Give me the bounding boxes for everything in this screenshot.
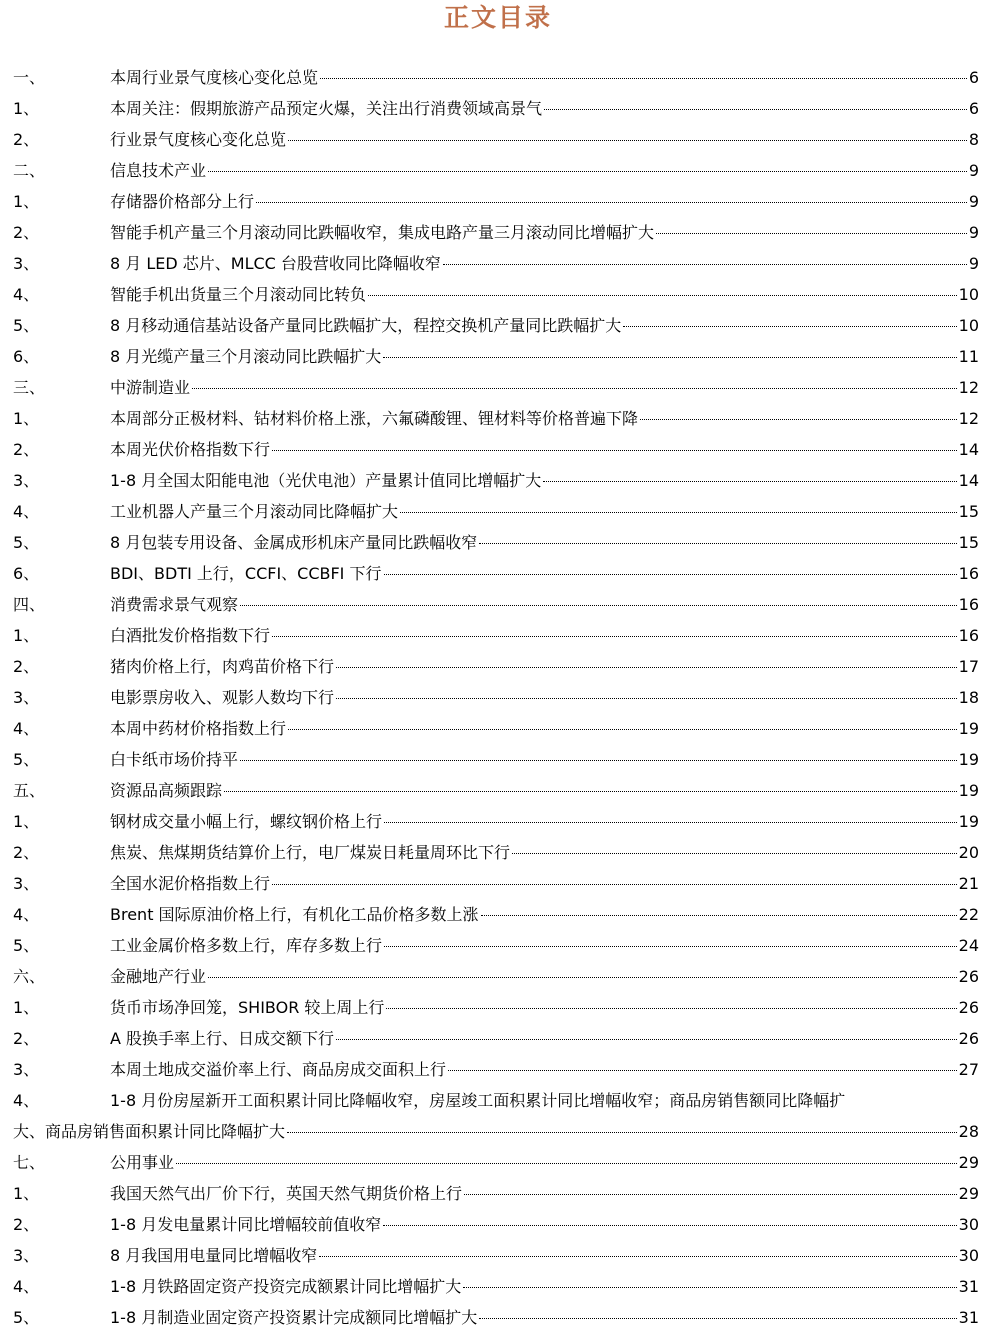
entry-number: 1、	[13, 409, 40, 428]
entry-page[interactable]: 29	[958, 1184, 979, 1203]
dot-leader	[288, 729, 957, 730]
dot-leader	[656, 233, 967, 234]
toc-entry[interactable]	[0, 248, 996, 279]
entry-page[interactable]: 24	[958, 936, 979, 955]
entry-title[interactable]: 1-8 月发电量累计同比增幅较前值收窄	[110, 1215, 382, 1234]
entry-number: 6、	[13, 564, 40, 583]
dot-leader	[386, 1008, 956, 1009]
entry-page[interactable]: 12	[958, 378, 979, 397]
page-title: 正文目录	[443, 3, 552, 32]
dot-leader	[443, 264, 967, 265]
toc-entry[interactable]	[0, 1147, 996, 1178]
toc-entry[interactable]	[0, 434, 996, 465]
dot-leader	[383, 1225, 956, 1226]
entry-title[interactable]: 我国天然气出厂价下行，英国天然气期货价格上行	[110, 1184, 463, 1203]
entry-number: 5、	[13, 936, 40, 955]
entry-title[interactable]: 本周部分正极材料、钴材料价格上涨，六氟磷酸锂、锂材料等价格普遍下降	[110, 409, 639, 428]
entry-title[interactable]: 全国水泥价格指数上行	[110, 874, 271, 893]
entry-title[interactable]: 白酒批发价格指数下行	[110, 626, 271, 645]
toc-entry[interactable]	[0, 155, 996, 186]
dot-leader	[384, 946, 957, 947]
entry-page[interactable]: 28	[958, 1122, 979, 1141]
entry-number: 5、	[13, 1308, 40, 1327]
entry-title[interactable]: 焦炭、焦煤期货结算价上行，电厂煤炭日耗量周环比下行	[110, 843, 511, 862]
entry-title[interactable]: 智能手机出货量三个月滚动同比转负	[110, 285, 367, 304]
entry-number: 2、	[13, 843, 40, 862]
entry-title[interactable]: A 股换手率上行、日成交额下行	[110, 1029, 335, 1048]
entry-title[interactable]: 金融地产行业	[110, 967, 207, 986]
toc-entry[interactable]	[0, 1023, 996, 1054]
entry-page[interactable]: 18	[958, 688, 979, 707]
entry-page[interactable]: 30	[958, 1246, 979, 1265]
toc-entry[interactable]	[0, 682, 996, 713]
dot-leader	[272, 450, 957, 451]
toc-entry[interactable]	[0, 1271, 996, 1302]
entry-number: 3、	[13, 874, 40, 893]
entry-page[interactable]: 29	[958, 1153, 979, 1172]
entry-title[interactable]: 8 月 LED 芯片、MLCC 台股营收同比降幅收窄	[110, 254, 441, 273]
dot-leader	[463, 1287, 956, 1288]
toc-entry[interactable]	[0, 1178, 996, 1209]
toc-entry[interactable]	[0, 713, 996, 744]
entry-number: 4、	[13, 502, 40, 521]
toc-entry[interactable]	[0, 310, 996, 341]
entry-page[interactable]: 10	[958, 316, 979, 335]
entry-page[interactable]: 16	[958, 564, 979, 583]
entry-number: 3、	[13, 254, 40, 273]
entry-page[interactable]: 14	[958, 471, 979, 490]
entry-number: 2、	[13, 1029, 40, 1048]
entry-number: 5、	[13, 750, 40, 769]
entry-number: 2、	[13, 223, 40, 242]
entry-page[interactable]: 31	[958, 1308, 979, 1327]
entry-number: 六、	[13, 967, 46, 986]
entry-title[interactable]: 猪肉价格上行，肉鸡苗价格下行	[110, 657, 335, 676]
entry-title[interactable]: BDI、BDTI 上行，CCFI、CCBFI 下行	[110, 564, 382, 583]
dot-leader	[288, 140, 967, 141]
dot-leader	[240, 605, 957, 606]
entry-title[interactable]: 电影票房收入、观影人数均下行	[110, 688, 335, 707]
entry-page[interactable]: 26	[958, 998, 979, 1017]
toc-entry[interactable]	[0, 868, 996, 899]
toc-entry[interactable]	[0, 1209, 996, 1240]
toc-entry[interactable]	[0, 1302, 996, 1333]
entry-title[interactable]: 1-8 月全国太阳能电池（光伏电池）产量累计值同比增幅扩大	[110, 471, 542, 490]
entry-title[interactable]: 本周中药材价格指数上行	[110, 719, 287, 738]
entry-title[interactable]: 1-8 月铁路固定资产投资完成额累计同比增幅扩大	[110, 1277, 462, 1296]
dot-leader	[287, 1132, 957, 1133]
entry-page[interactable]: 15	[958, 533, 979, 552]
entry-page[interactable]: 26	[958, 1029, 979, 1048]
dot-leader	[319, 1256, 956, 1257]
dot-leader	[256, 202, 967, 203]
dot-leader	[176, 1163, 957, 1164]
entry-title[interactable]: 白卡纸市场价持平	[110, 750, 239, 769]
dot-leader	[448, 1070, 957, 1071]
entry-title[interactable]: 智能手机产量三个月滚动同比跌幅收窄，集成电路产量三月滚动同比增幅扩大	[110, 223, 655, 242]
entry-page[interactable]: 10	[958, 285, 979, 304]
entry-title[interactable]: 1-8 月份房屋新开工面积累计同比降幅收窄，房屋竣工面积累计同比增幅收窄；商品房销售额同比降幅扩	[110, 1091, 846, 1110]
entry-number: 3、	[13, 1060, 40, 1079]
entry-page[interactable]: 22	[958, 905, 979, 924]
toc-entry[interactable]	[0, 961, 996, 992]
entry-page[interactable]: 9	[968, 161, 979, 180]
entry-title[interactable]: 钢材成交量小幅上行，螺纹钢价格上行	[110, 812, 383, 831]
entry-title[interactable]: 货币市场净回笼，SHIBOR 较上周上行	[110, 998, 385, 1017]
dot-leader	[481, 915, 957, 916]
toc-entry[interactable]	[0, 62, 996, 93]
toc-entry[interactable]	[0, 1240, 996, 1271]
toc-entry[interactable]	[0, 806, 996, 837]
dot-leader	[224, 791, 957, 792]
toc-entry[interactable]	[0, 1085, 996, 1147]
dot-leader	[512, 853, 957, 854]
entry-number: 1、	[13, 626, 40, 645]
dot-leader	[192, 388, 957, 389]
entry-title[interactable]: 本周关注：假期旅游产品预定火爆，关注出行消费领域高景气	[110, 99, 543, 118]
entry-page[interactable]: 8	[968, 130, 979, 149]
toc-entry[interactable]	[0, 496, 996, 527]
entry-page[interactable]: 16	[958, 595, 979, 614]
entry-title[interactable]: 本周土地成交溢价率上行、商品房成交面积上行	[110, 1060, 447, 1079]
entry-number: 3、	[13, 471, 40, 490]
entry-number: 4、	[13, 1091, 40, 1110]
entry-page[interactable]: 19	[958, 781, 979, 800]
toc-entry[interactable]	[0, 837, 996, 868]
dot-leader	[336, 667, 957, 668]
entry-title[interactable]: 工业金属价格多数上行，库存多数上行	[110, 936, 383, 955]
toc-entry[interactable]	[0, 465, 996, 496]
toc-entry[interactable]	[0, 217, 996, 248]
entry-title[interactable]: 存储器价格部分上行	[110, 192, 255, 211]
entry-number: 4、	[13, 285, 40, 304]
entry-title[interactable]: 8 月包装专用设备、金属成形机床产量同比跌幅收窄	[110, 533, 478, 552]
dot-leader	[208, 171, 967, 172]
entry-page[interactable]: 16	[958, 626, 979, 645]
dot-leader	[383, 357, 956, 358]
entry-title[interactable]: 工业机器人产量三个月滚动同比降幅扩大	[110, 502, 399, 521]
entry-number: 三、	[13, 378, 46, 397]
entry-number: 4、	[13, 1277, 40, 1296]
entry-title[interactable]: 本周光伏价格指数下行	[110, 440, 271, 459]
entry-page[interactable]: 19	[958, 750, 979, 769]
dot-leader	[464, 1194, 957, 1195]
dot-leader	[208, 977, 957, 978]
entry-number: 6、	[13, 347, 40, 366]
dot-leader	[384, 822, 957, 823]
entry-title[interactable]: 消费需求景气观察	[110, 595, 239, 614]
toc-entry[interactable]	[0, 992, 996, 1023]
entry-title[interactable]: 8 月移动通信基站设备产量同比跌幅扩大，程控交换机产量同比跌幅扩大	[110, 316, 622, 335]
entry-number: 4、	[13, 719, 40, 738]
dot-leader	[272, 884, 957, 885]
entry-title[interactable]: 本周行业景气度核心变化总览	[110, 68, 319, 87]
entry-page[interactable]: 19	[958, 812, 979, 831]
dot-leader	[544, 109, 967, 110]
entry-page[interactable]: 15	[958, 502, 979, 521]
entry-page[interactable]: 9	[968, 192, 979, 211]
dot-leader	[479, 543, 956, 544]
toc-entry[interactable]	[0, 899, 996, 930]
toc-entry[interactable]	[0, 372, 996, 403]
entry-page[interactable]: 19	[958, 719, 979, 738]
entry-number: 5、	[13, 533, 40, 552]
entry-number: 1、	[13, 192, 40, 211]
entry-page[interactable]: 6	[968, 68, 979, 87]
entry-number: 4、	[13, 905, 40, 924]
entry-page[interactable]: 31	[958, 1277, 979, 1296]
entry-number: 2、	[13, 130, 40, 149]
entry-title[interactable]: 信息技术产业	[110, 161, 207, 180]
entry-number: 3、	[13, 688, 40, 707]
dot-leader	[336, 698, 957, 699]
toc-entry[interactable]	[0, 930, 996, 961]
dot-leader	[384, 574, 957, 575]
entry-page[interactable]: 6	[968, 99, 979, 118]
entry-number: 四、	[13, 595, 46, 614]
toc-entry[interactable]	[0, 651, 996, 682]
toc-entry[interactable]	[0, 186, 996, 217]
entry-number: 1、	[13, 812, 40, 831]
entry-number: 2、	[13, 1215, 40, 1234]
entry-number: 3、	[13, 1246, 40, 1265]
entry-number: 一、	[13, 68, 46, 87]
entry-page[interactable]: 9	[968, 254, 979, 273]
entry-title[interactable]: 资源品高频跟踪	[110, 781, 223, 800]
entry-title[interactable]: 8 月我国用电量同比增幅收窄	[110, 1246, 318, 1265]
entry-number: 5、	[13, 316, 40, 335]
entry-number: 二、	[13, 161, 46, 180]
entry-title[interactable]: 8 月光缆产量三个月滚动同比跌幅扩大	[110, 347, 382, 366]
dot-leader	[623, 326, 956, 327]
toc-entry[interactable]	[0, 279, 996, 310]
toc-entry[interactable]	[0, 1054, 996, 1085]
entry-page[interactable]: 11	[958, 347, 979, 366]
entry-page[interactable]: 12	[958, 409, 979, 428]
toc-list	[0, 62, 996, 1333]
entry-title[interactable]: 公用事业	[110, 1153, 175, 1172]
dot-leader	[543, 481, 956, 482]
dot-leader	[336, 1039, 957, 1040]
toc-entry[interactable]	[0, 744, 996, 775]
dot-leader	[320, 78, 967, 79]
entry-page[interactable]: 21	[958, 874, 979, 893]
toc-entry[interactable]	[0, 93, 996, 124]
entry-number: 2、	[13, 440, 40, 459]
dot-leader	[272, 636, 957, 637]
entry-title-continued[interactable]: 大、商品房销售面积累计同比降幅扩大	[13, 1122, 286, 1141]
entry-number: 1、	[13, 998, 40, 1017]
dot-leader	[479, 1318, 956, 1319]
entry-number: 1、	[13, 1184, 40, 1203]
entry-title[interactable]: 1-8 月制造业固定资产投资累计完成额同比增幅扩大	[110, 1308, 478, 1327]
entry-number: 2、	[13, 657, 40, 676]
entry-number: 1、	[13, 99, 40, 118]
dot-leader	[640, 419, 957, 420]
toc-entry[interactable]	[0, 620, 996, 651]
entry-page[interactable]: 14	[958, 440, 979, 459]
entry-page[interactable]: 30	[958, 1215, 979, 1234]
entry-number: 七、	[13, 1153, 46, 1172]
entry-page[interactable]: 17	[958, 657, 979, 676]
toc-entry[interactable]	[0, 775, 996, 806]
toc-entry[interactable]	[0, 527, 996, 558]
entry-page[interactable]: 20	[958, 843, 979, 862]
entry-title[interactable]: 中游制造业	[110, 378, 191, 397]
dot-leader	[240, 760, 957, 761]
toc-entry[interactable]	[0, 341, 996, 372]
entry-page[interactable]: 26	[958, 967, 979, 986]
toc-entry[interactable]	[0, 124, 996, 155]
dot-leader	[400, 512, 957, 513]
entry-number: 五、	[13, 781, 46, 800]
entry-page[interactable]: 27	[958, 1060, 979, 1079]
toc-entry[interactable]	[0, 558, 996, 589]
entry-title[interactable]: 行业景气度核心变化总览	[110, 130, 287, 149]
toc-entry[interactable]	[0, 403, 996, 434]
dot-leader	[368, 295, 957, 296]
toc-entry[interactable]	[0, 589, 996, 620]
entry-title[interactable]: Brent 国际原油价格上行，有机化工品价格多数上涨	[110, 905, 479, 924]
entry-page[interactable]: 9	[968, 223, 979, 242]
